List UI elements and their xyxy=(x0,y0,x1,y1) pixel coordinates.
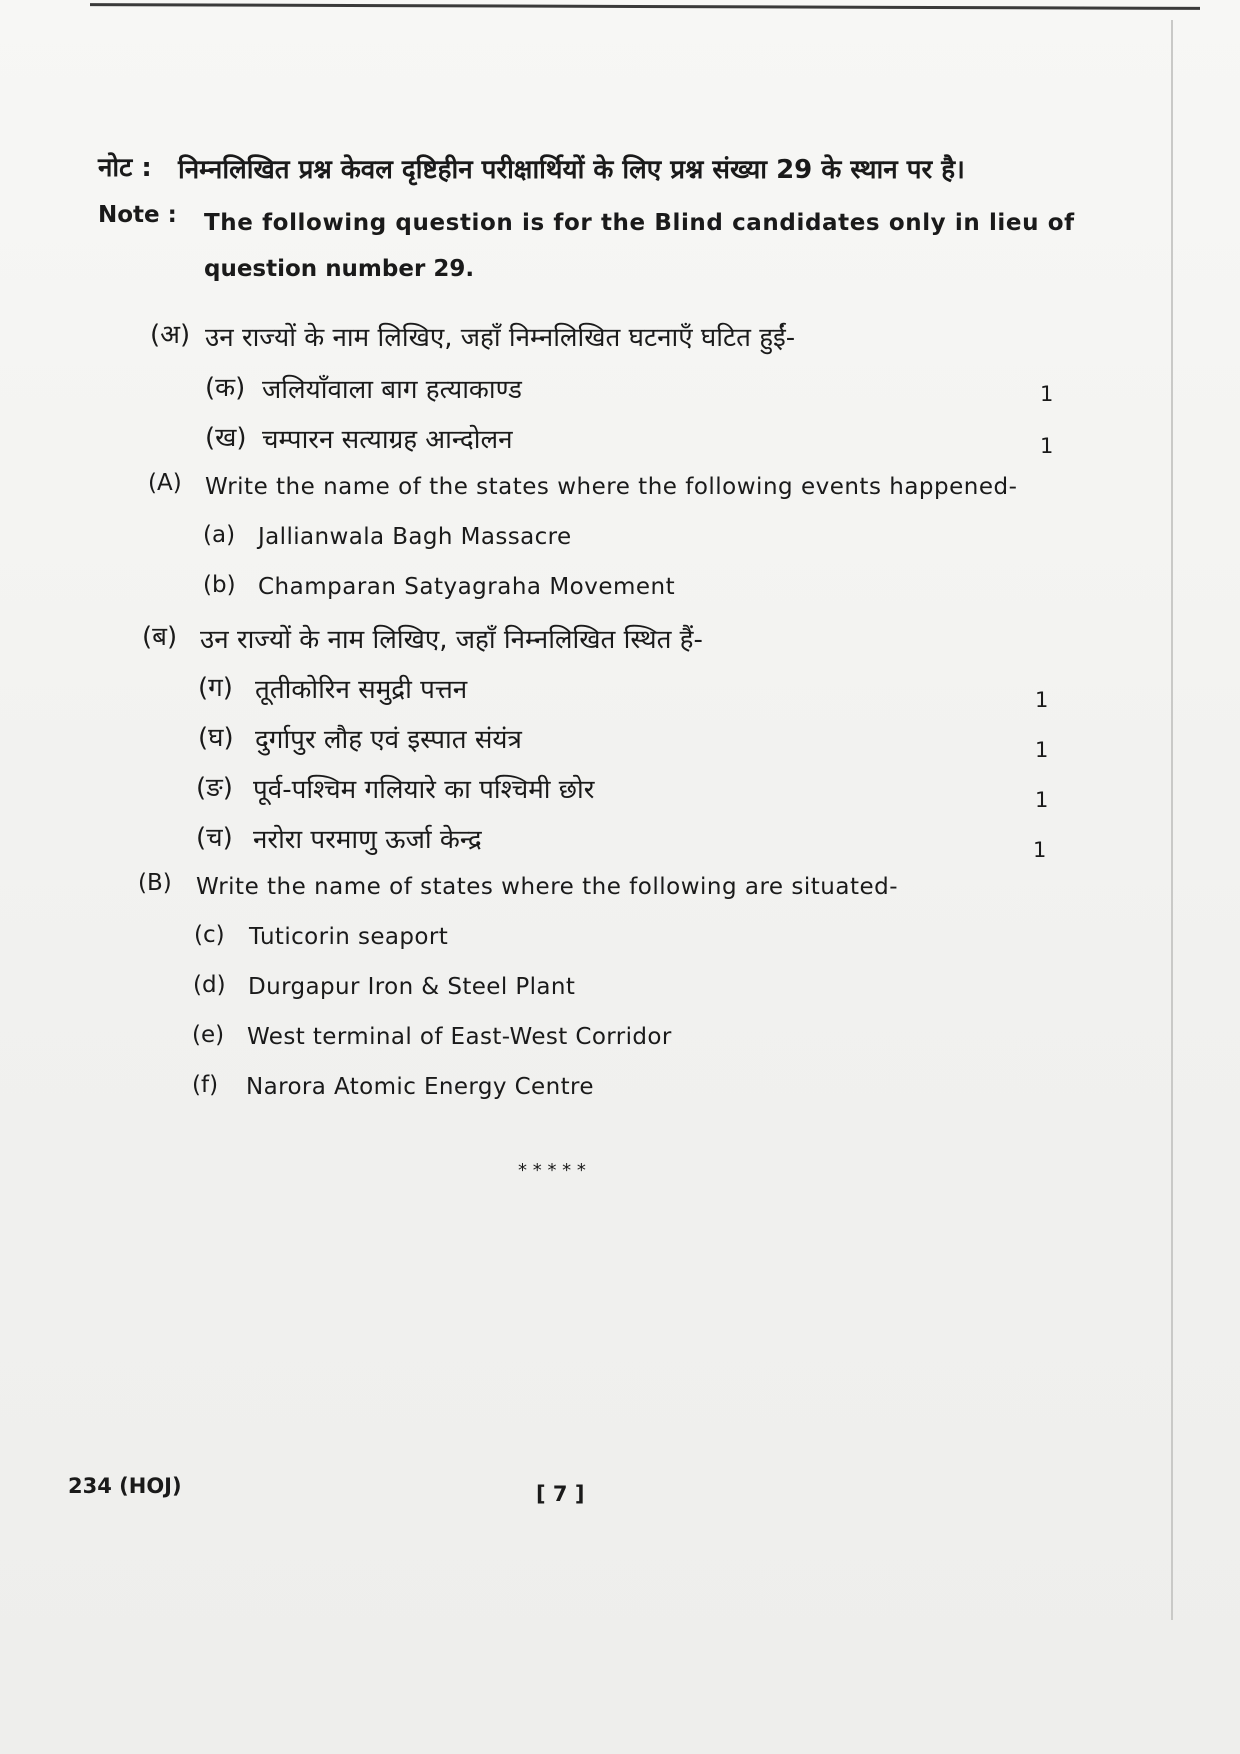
part-b-english-item-label: (e) xyxy=(192,1022,225,1048)
note-hindi-label: नोट : xyxy=(98,153,152,183)
part-b-english-item-text: Narora Atomic Energy Centre xyxy=(246,1074,594,1100)
part-b-english-item-text: Durgapur Iron & Steel Plant xyxy=(248,974,576,1000)
part-b-hindi-item-label: (च) xyxy=(196,823,233,853)
part-b-english-item-text: West terminal of East-West Corridor xyxy=(247,1024,672,1050)
marks-value: 1 xyxy=(1035,788,1049,812)
part-b-hindi-item-text: नरोरा परमाणु ऊर्जा केन्द्र xyxy=(253,825,482,855)
note-hindi-text: निम्नलिखित प्रश्न केवल दृष्टिहीन परीक्षार्थियों के लिए प्रश्न संख्या 29 के स्थान पर है। xyxy=(178,155,965,185)
part-b-english-question: Write the name of states where the following are situated- xyxy=(196,874,899,900)
part-a-hindi-item-text: चम्पारन सत्याग्रह आन्दोलन xyxy=(262,425,513,455)
part-b-english-item-label: (c) xyxy=(194,922,225,948)
scan-top-edge xyxy=(90,3,1200,10)
part-a-english-question: Write the name of the states where the following events happened- xyxy=(205,474,1018,500)
marks-value: 1 xyxy=(1033,838,1047,862)
scan-right-edge xyxy=(1171,20,1173,1620)
part-b-hindi-item-text: दुर्गापुर लौह एवं इस्पात संयंत्र xyxy=(255,725,522,755)
part-a-english-item-label: (a) xyxy=(203,522,236,548)
marks-value: 1 xyxy=(1040,382,1054,406)
part-a-hindi-item-label: (क) xyxy=(205,373,246,403)
part-b-english-item-text: Tuticorin seaport xyxy=(249,924,449,950)
part-a-english-label: (A) xyxy=(148,470,182,496)
part-b-hindi-item-text: तूतीकोरिन समुद्री पत्तन xyxy=(255,675,468,705)
part-b-english-item-label: (f) xyxy=(192,1072,219,1098)
part-a-hindi-question: उन राज्यों के नाम लिखिए, जहाँ निम्नलिखित घटनाएँ घटित हुईं- xyxy=(205,323,796,353)
part-a-english-item-text: Jallianwala Bagh Massacre xyxy=(258,524,572,550)
part-b-hindi-item-label: (घ) xyxy=(198,723,234,753)
part-b-hindi-question: उन राज्यों के नाम लिखिए, जहाँ निम्नलिखित स्थित हैं- xyxy=(200,625,703,655)
part-a-hindi-item-label: (ख) xyxy=(205,423,247,453)
part-a-hindi-label: (अ) xyxy=(150,320,191,350)
note-english-line1: The following question is for the Blind candidates only in lieu of xyxy=(204,210,1075,236)
marks-value: 1 xyxy=(1035,738,1049,762)
marks-value: 1 xyxy=(1035,688,1049,712)
part-b-english-label: (B) xyxy=(138,870,172,896)
page-number: [ 7 ] xyxy=(536,1482,585,1506)
part-b-hindi-item-text: पूर्व-पश्चिम गलियारे का पश्चिमी छोर xyxy=(253,775,595,805)
part-b-hindi-item-label: (ङ) xyxy=(196,773,233,803)
note-english-label: Note : xyxy=(98,202,177,228)
part-b-english-item-label: (d) xyxy=(193,972,226,998)
end-marker: * * * * * xyxy=(518,1160,586,1181)
note-english-line2: question number 29. xyxy=(204,256,475,282)
part-a-english-item-text: Champaran Satyagraha Movement xyxy=(258,574,676,600)
part-a-english-item-label: (b) xyxy=(203,572,236,598)
part-b-hindi-label: (ब) xyxy=(142,622,178,652)
part-a-hindi-item-text: जलियाँवाला बाग हत्याकाण्ड xyxy=(262,375,522,405)
paper-code: 234 (HOJ) xyxy=(68,1474,182,1498)
part-b-hindi-item-label: (ग) xyxy=(198,673,233,703)
marks-value: 1 xyxy=(1040,434,1054,458)
